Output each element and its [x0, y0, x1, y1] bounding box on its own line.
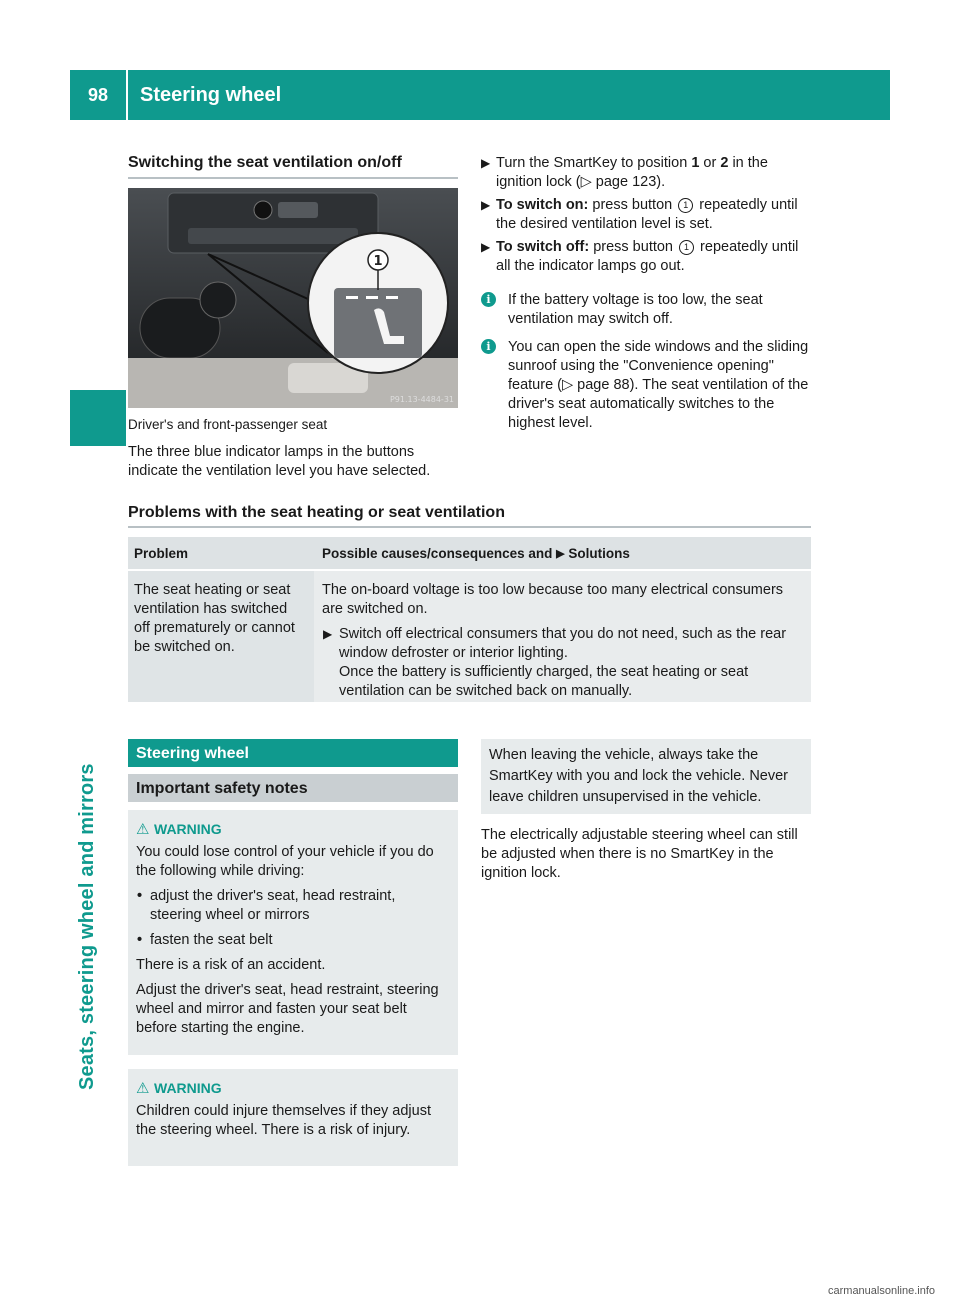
step-arrow-icon: ▶	[323, 627, 333, 641]
header-solutions: Possible causes/consequences and ▶ Solutions	[314, 537, 811, 569]
steering-body: The electrically adjustable steering wheel can still be adjusted when there is no SmartKey in the ignition lock.	[481, 827, 798, 881]
solution-arrow-icon: ▶	[556, 548, 565, 560]
info-icon: i	[481, 339, 496, 354]
step-switch-off: ▶ To switch off: press button 1 repeatedly until all the indicator lamps go out.	[481, 239, 799, 274]
warning-triangle-icon: ⚠	[136, 821, 150, 838]
step-arrow-icon: ▶	[481, 240, 491, 254]
row-step: ▶ Switch off electrical consumers that you do not need, such as the rear window defroster or interior lighting. Once the battery is sufficiently charged, the seat heating or seat ventilation can be switched back on manually.	[323, 626, 787, 699]
warning-box-2: ⚠ WARNING Children could injure themselves if they adjust the steering wheel. There is a risk of injury.	[128, 1069, 458, 1166]
ventilation-body: The three blue indicator lamps in the buttons indicate the ventilation level you have selected.	[128, 444, 431, 479]
seat-ventilation-photo	[128, 188, 458, 408]
seat-ventilation-illustration	[128, 188, 458, 408]
step-switch-on: ▶ To switch on: press button 1 repeatedly until the desired ventilation level is set.	[481, 197, 798, 232]
warning1-advice: Adjust the driver's seat, head restraint, steering wheel and mirror and fasten your seat belt before starting the engine.	[136, 982, 439, 1036]
side-tab-marker	[70, 390, 126, 446]
ventilation-title-rule	[128, 177, 458, 179]
warning1-risk: There is a risk of an accident.	[136, 957, 326, 973]
page-number: 98	[70, 70, 126, 120]
row-solution	[314, 571, 811, 702]
smartkey-note: When leaving the vehicle, always take the SmartKey with you and lock the vehicle. Never leave children unsupervised in the vehicle.	[481, 739, 811, 814]
warning-triangle-icon: ⚠	[136, 1080, 150, 1097]
problems-table	[128, 537, 811, 702]
header-problem: Problem	[128, 537, 314, 569]
page-header-title: Steering wheel	[128, 70, 890, 120]
info-battery-voltage: i If the battery voltage is too low, the seat ventilation may switch off.	[481, 291, 816, 329]
problems-title: Problems with the seat heating or seat ventilation	[128, 504, 505, 521]
steering-section-title: Steering wheel	[128, 739, 458, 767]
row-cause: The on-board voltage is too low because too many electrical consumers are switched on.	[322, 582, 784, 617]
table-header-row	[128, 537, 811, 569]
side-tab-label: Seats, steering wheel and mirrors	[76, 763, 98, 1090]
button-1-icon: 1	[678, 198, 693, 213]
warning1-bullet: • fasten the seat belt	[137, 932, 273, 948]
warning1-intro: You could lose control of your vehicle if you do the following while driving:	[136, 844, 434, 879]
problems-title-rule	[128, 526, 811, 528]
warning1-bullet: • adjust the driver's seat, head restraint, steering wheel or mirrors	[137, 888, 396, 923]
row-problem: The seat heating or seat ventilation has switched off prematurely or cannot be switched on.	[128, 571, 314, 702]
table-row	[128, 571, 811, 702]
image-code: P91.13-4484-31	[389, 395, 454, 404]
step-arrow-icon: ▶	[481, 198, 491, 212]
ventilation-title: Switching the seat ventilation on/off	[128, 154, 402, 171]
safety-notes-title: Important safety notes	[128, 774, 458, 802]
warning-box-1: ⚠ WARNING You could lose control of your vehicle if you do the following while driving: • adjust the driver's seat, head restraint, steering wheel or mirrors • fasten the seat belt There is a risk of an accident. Adjust the driver's seat, head restraint, steering wheel and mirror and fasten your seat belt before starting the engine.	[128, 810, 458, 1055]
step-turn-smartkey: ▶ Turn the SmartKey to position 1 or 2 in the ignition lock (▷ page 123).	[481, 155, 768, 190]
button-1-icon: 1	[679, 240, 694, 255]
info-icon: i	[481, 292, 496, 307]
info-convenience-opening: i You can open the side windows and the sliding sunroof using the "Convenience opening" feature (▷ page 88). The seat ventilation of the driver's seat automatically switches to the highest level.	[481, 338, 816, 433]
photo-caption: Driver's and front-passenger seat	[128, 417, 328, 432]
warning2-text: Children could injure themselves if they adjust the steering wheel. There is a risk of injury.	[136, 1103, 431, 1138]
footer-watermark: carmanualsonline.info	[828, 1285, 936, 1297]
image-callout-1: 1	[373, 254, 383, 269]
side-tab-label-wrap	[76, 763, 118, 1090]
step-arrow-icon: ▶	[481, 156, 491, 170]
